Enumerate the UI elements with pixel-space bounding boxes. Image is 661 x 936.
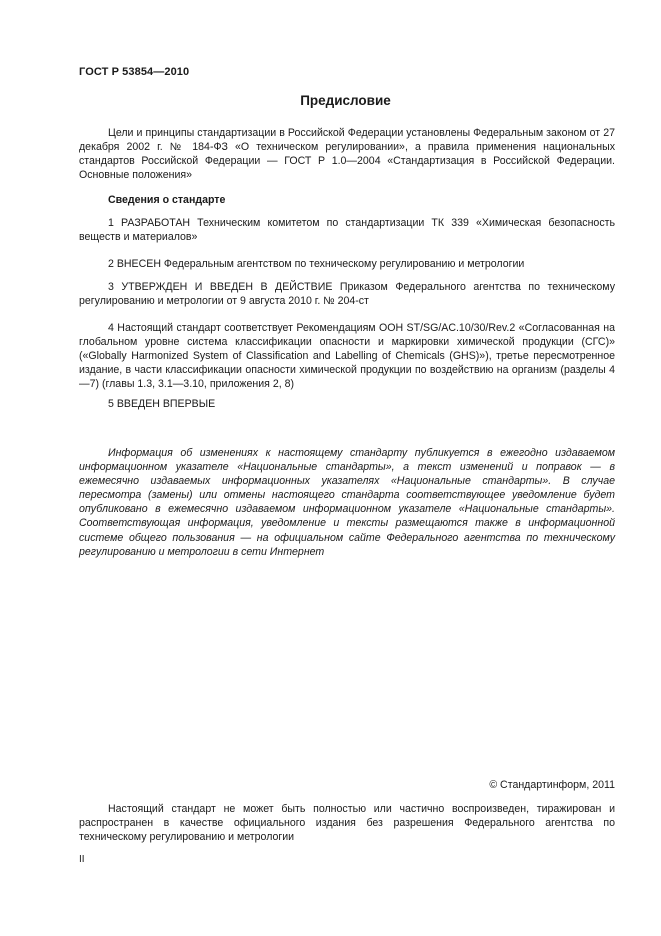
item-2: 2 ВНЕСЕН Федеральным агентством по техническому регулированию и метрологии	[108, 258, 525, 270]
item-1: 1 РАЗРАБОТАН Техническим комитетом по стандартизации ТК 339 «Химическая безопасность веществ и материалов»	[79, 217, 615, 244]
notice-paragraph: Информация об изменениях к настоящему стандарту публикуется в ежегодно издаваемом информационном указателе «Национальные стандарты», а текст изменений и поправок — в ежемесячно издаваемых информационных указателях «Национальные стандарты». В случае пересмотра (замены) или отмены настоящего стандарта соответствующее уведомление будет опубликовано в ежемесячно издаваемом информационном указателе «Национальные стандарты». Соответствующая информация, уведомление и тексты размещаются также в информационной системе общего пользования — на официальном сайте Федерального агентства по техническому регулированию и метрологии в сети Интернет	[79, 447, 615, 558]
copyright: © Стандартинформ, 2011	[489, 779, 615, 791]
intro-paragraph: Цели и принципы стандартизации в Российской Федерации установлены Федеральным законом от 27 декабря 2002 г. № 184-ФЗ «О техническом регулировании», а правила применения национальных стандартов Российской Федерации — ГОСТ Р 1.0—2004 «Стандартизация в Российской Федерации. Основные положения»	[79, 127, 615, 182]
page-title: Предисловие	[300, 93, 391, 108]
reproduction-notice: Настоящий стандарт не может быть полностью или частично воспроизведен, тиражирован и распространен в качестве официального издания без разрешения Федерального агентства по техническому регулированию и метрологии	[79, 803, 615, 844]
document-code: ГОСТ Р 53854—2010	[79, 66, 190, 78]
item-5: 5 ВВЕДЕН ВПЕРВЫЕ	[108, 398, 216, 410]
page-number: II	[79, 854, 85, 865]
item-4: 4 Настоящий стандарт соответствует Рекомендациям ООН ST/SG/AC.10/30/Rev.2 «Согласованная на глобальном уровне система классификации опасности и маркировки химической продукции (СГС)» («Globally Harmonized System of Classification and Labelling of Chemicals (GHS)»), третье пересмотренное издание, в части классификации опасности химической продукции по воздействию на организм (разделы 4—7) (главы 1.3, 3.1—3.10, приложения 2, 8)	[79, 322, 615, 391]
item-3: 3 УТВЕРЖДЕН И ВВЕДЕН В ДЕЙСТВИЕ Приказом Федерального агентства по техническому регулированию и метрологии от 9 августа 2010 г. № 204-ст	[79, 281, 615, 308]
info-heading: Сведения о стандарте	[108, 194, 226, 206]
